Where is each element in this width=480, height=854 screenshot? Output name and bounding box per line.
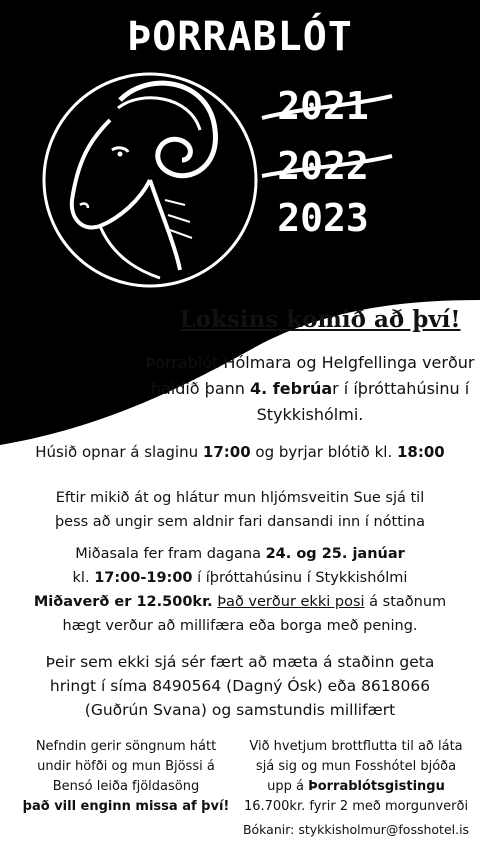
hotel-package-name: Þorrablótsgistingu bbox=[308, 779, 445, 794]
opening-time: 17:00 bbox=[202, 443, 251, 461]
opening-mid: og byrjar blótið kl. bbox=[250, 443, 397, 461]
tickets-line-2-pre: kl. bbox=[72, 570, 95, 586]
singing-column bbox=[12, 737, 240, 817]
tickets-line-3-post: á staðnum bbox=[364, 594, 447, 610]
ticket-dates: 24. og 25. janúar bbox=[265, 546, 405, 562]
phone-paragraph bbox=[0, 650, 480, 722]
year-2022-struck: 2022 bbox=[277, 144, 369, 188]
year-2023: 2023 bbox=[277, 196, 369, 240]
hotel-line-3 bbox=[232, 777, 480, 797]
headline: Loksins komið að því! bbox=[179, 306, 461, 333]
intro-line-3: Stykkishólmi. bbox=[256, 405, 364, 424]
hotel-price: 16.700kr. fyrir 2 með morgunverði bbox=[243, 799, 469, 814]
opening-pre: Húsið opnar á slaginu bbox=[35, 443, 203, 461]
singing-line-4: það vill enginn missa af því! bbox=[22, 799, 230, 814]
tickets-line-3 bbox=[0, 590, 480, 614]
singing-line-3: Bensó leiða fjöldasöng bbox=[52, 779, 200, 794]
tickets-line-1-pre: Miðasala fer fram dagana bbox=[75, 546, 266, 562]
phone-line-1: Þeir sem ekki sjá sér fært að mæta á staðinn geta bbox=[45, 653, 435, 671]
tickets-paragraph bbox=[0, 542, 480, 638]
intro-paragraph bbox=[140, 350, 480, 428]
year-2021-struck: 2021 bbox=[277, 84, 369, 128]
hotel-line-1: Við hvetjum brottflutta til að láta bbox=[249, 739, 463, 754]
intro-line-2-pre: haldið þann bbox=[150, 379, 251, 398]
booking-contact[interactable]: Bókanir: stykkisholmur@fosshotel.is bbox=[242, 822, 470, 837]
singing-line-1: Nefndin gerir söngnum hátt bbox=[35, 739, 217, 754]
hotel-line-2: sjá sig og mun Fosshótel bjóða bbox=[255, 759, 457, 774]
tickets-line-4: hægt verður að millifæra eða borga með pening. bbox=[62, 618, 418, 634]
phone-line-3: (Guðrún Svana) og samstundis millifært bbox=[84, 701, 396, 719]
band-line-2: þess að ungir sem aldnir fari dansandi inn í nóttina bbox=[54, 514, 426, 530]
band-paragraph bbox=[0, 486, 480, 534]
singing-line-2: undir höfði og mun Bjössi á bbox=[37, 759, 215, 774]
phone-line-2: hringt í síma 8490564 (Dagný Ósk) eða 8618066 bbox=[49, 677, 431, 695]
event-title: ÞORRABLÓT bbox=[127, 14, 353, 60]
intro-date: 4. febrúa bbox=[250, 379, 333, 398]
ticket-price: Miðaverð er 12.500kr. bbox=[33, 594, 213, 610]
ticket-hours: 17:00-19:00 bbox=[94, 570, 193, 586]
no-card-notice: Það verður ekki posi bbox=[217, 594, 365, 610]
hotel-column bbox=[232, 737, 480, 817]
hotel-line-3-pre: upp á bbox=[267, 779, 309, 794]
opening-paragraph bbox=[0, 440, 480, 464]
intro-line-2-post: r í íþróttahúsinu í bbox=[332, 379, 470, 398]
intro-line-1: Þorrablót Hólmara og Helgfellinga verður bbox=[145, 353, 475, 372]
tickets-line-2-post: í íþróttahúsinu í Stykkishólmi bbox=[192, 570, 408, 586]
tickets-line-1 bbox=[0, 542, 480, 566]
band-line-1: Eftir mikið át og hlátur mun hljómsveitin Sue sjá til bbox=[55, 490, 425, 506]
tickets-line-2 bbox=[0, 566, 480, 590]
start-time: 18:00 bbox=[397, 443, 445, 461]
intro-line-2 bbox=[140, 376, 480, 402]
